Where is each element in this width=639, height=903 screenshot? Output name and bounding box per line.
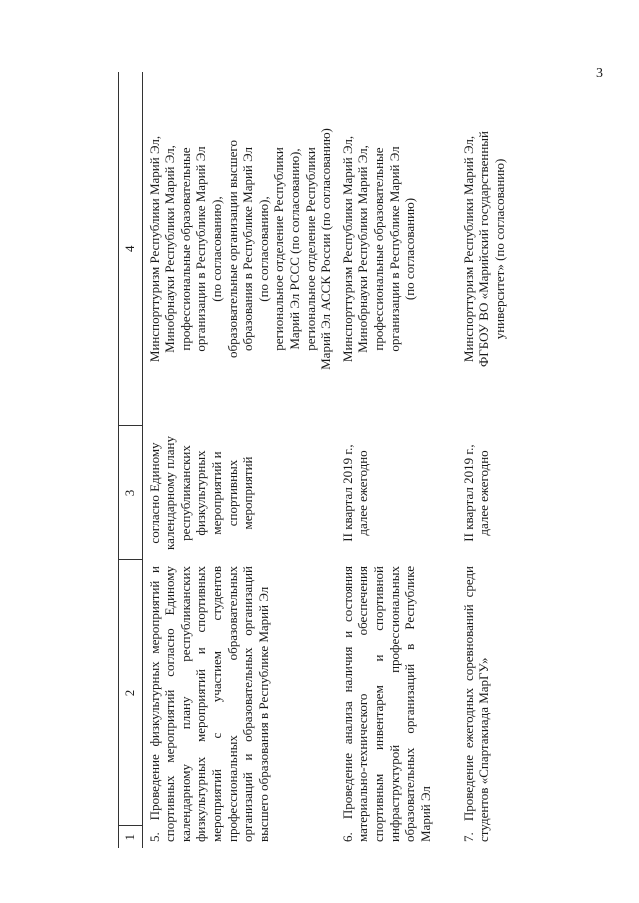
executor-line: Минспорттуризм Республики Марий Эл, (460, 135, 476, 363)
action-cell (457, 560, 517, 848)
executor-line: Минспорттуризм Республики Марий Эл, (146, 135, 162, 363)
deadline-cell (457, 426, 517, 560)
executor-line: образовательные организации высшего (224, 140, 240, 358)
deadline-cell (336, 426, 457, 560)
executor-line: профессиональные образовательные (370, 147, 386, 351)
row-number: 5. (146, 832, 162, 842)
executor-line: образования в Республике Марий Эл (240, 146, 256, 352)
executor-line: университет» (по согласованию) (491, 158, 507, 340)
executor-cell (457, 72, 517, 426)
deadline-line: II квартал 2019 г., (460, 444, 476, 542)
executor-line: (по согласованию), (208, 196, 224, 302)
deadline-line: согласно Единому (146, 442, 162, 544)
column-header: 4 (119, 72, 143, 426)
row-number: 7. (460, 832, 476, 842)
executor-cell (336, 72, 457, 426)
action-cell (336, 560, 457, 848)
executor-line: Минспорттуризм Республики Марий Эл, (339, 135, 355, 363)
action-text: Проведение физкультурных мероприятий и спортивных мероприятий согласно Единому календарному плану республиканских физкультурных мероприятий и спортивных мероприятий с участием студентов профессиональных образовательных организаций и образовательных организаций высшего образования в Республике Марий Эл (146, 566, 271, 842)
deadline-line: республиканских (177, 445, 193, 541)
executor-line: региональное отделение Республики (271, 147, 287, 351)
executor-line: Марий Эл АССК России (по согласованию) (318, 128, 334, 370)
table-row (336, 72, 457, 848)
column-header: 2 (119, 560, 143, 826)
deadline-line: мероприятий (240, 456, 256, 530)
table-row (142, 72, 336, 848)
deadline-line: спортивных (224, 459, 240, 527)
deadline-line: далее ежегодно (476, 450, 492, 536)
executor-line: Минобрнауки Республики Марий Эл, (355, 145, 371, 353)
executor-line: Минобрнауки Республики Марий Эл, (162, 145, 178, 353)
row-number: 6. (339, 832, 355, 842)
executor-line: организации в Республике Марий Эл (386, 146, 402, 352)
executor-line: организации в Республике Марий Эл (193, 146, 209, 352)
executor-line: ФГБОУ ВО «Марийский государственный (476, 131, 492, 367)
deadline-line: физкультурных (193, 450, 209, 536)
table-header-row (119, 72, 143, 848)
action-plan-table (118, 72, 517, 848)
executor-line: региональное отделение Республики (302, 147, 318, 351)
table-row (457, 72, 517, 848)
deadline-line: далее ежегодно (355, 450, 371, 536)
action-text: Проведение ежегодных соревнований среди студентов «Спартакиада МарГУ» (460, 565, 492, 842)
column-header: 3 (119, 426, 143, 560)
action-cell (142, 560, 336, 848)
rotated-page-content (118, 72, 522, 848)
executor-line: профессиональные образовательные (177, 147, 193, 351)
deadline-line: мероприятий и (208, 451, 224, 535)
deadline-line: календарному плану (162, 436, 178, 550)
executor-line: (по согласованию), (255, 196, 271, 302)
executor-cell (142, 72, 336, 426)
deadline-cell (142, 426, 336, 560)
executor-line: Марий Эл РССС (по согласованию), (286, 148, 302, 350)
executor-line: (по согласованию) (402, 197, 418, 301)
column-header: 1 (119, 826, 143, 848)
action-text: Проведение анализа наличия и состояния материально-технического обеспечения спортивным инвентарем и спортивной инфраструктурой профессиональных образовательных организаций в Республике Марий Эл (339, 565, 433, 842)
deadline-line: II квартал 2019 г., (339, 444, 355, 542)
page-number: 3 (596, 66, 603, 81)
